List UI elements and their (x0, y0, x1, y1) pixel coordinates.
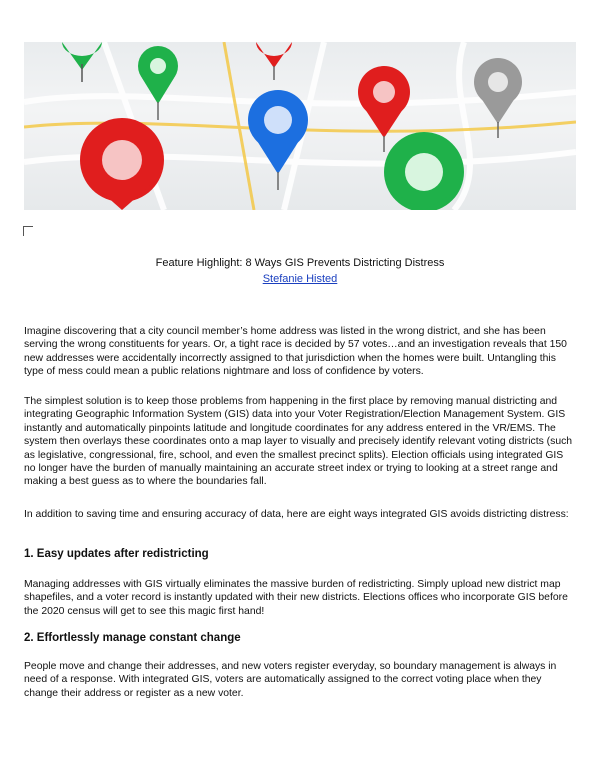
section-heading: 2. Effortlessly manage constant change (24, 632, 241, 644)
author-link[interactable]: Stefanie Histed (262, 273, 338, 285)
paragraph-text: People move and change their addresses, and new voters register everyday, so boundary management is always in need of a response. With integrated GIS, voters are automatically assigned to the correct voting place when they change their address or register as a new voter. (24, 661, 557, 699)
paragraph-text: Managing addresses with GIS virtually eliminates the massive burden of redistricting. Simply upload new district map shapefiles, and a voter record is instantly updated with their new districts. Elections offices who incorporate GIS before the 2020 census will get to see this magic first hand! (24, 579, 568, 617)
map-pins-illustration (24, 42, 576, 210)
paragraph-text: Imagine discovering that a city council member’s home address was listed in the wrong district, and she has been serving the wrong constituents for years. Or, a tight race is decided by 57 votes…and an investigation reveals that 150 new addresses were accidentally incorrectly assigned to that jurisdiction when the homes were built. Untangling this type of mess could mean a public relations nightmare and loss of confidence by voters. (24, 326, 567, 378)
green-pin-small (62, 42, 102, 82)
broken-image-icon (23, 226, 33, 236)
section-heading: 1. Easy updates after redistricting (24, 548, 209, 560)
article-title: Feature Highlight: 8 Ways GIS Prevents Districting Distress (155, 257, 445, 269)
paragraph-intro (24, 325, 576, 379)
green-pin (138, 46, 178, 120)
paragraph-lead-in (24, 508, 576, 521)
paragraph-solution (24, 395, 576, 489)
section-paragraph (24, 660, 576, 700)
paragraph-text: In addition to saving time and ensuring accuracy of data, here are eight ways integrated GIS avoids districting distress: (24, 509, 569, 520)
red-pin-large (80, 118, 164, 210)
section-paragraph (24, 578, 576, 618)
green-pin-large (384, 132, 464, 210)
blue-pin (248, 90, 308, 190)
paragraph-text: The simplest solution is to keep those problems from happening in the first place by removing manual districting and integrating Geographic Information System (GIS) data into your Voter Registration/Election Management System. GIS instantly and automatically pinpoints latitude and longitude coordinates for any address entered in the VR/EMS. The system then overlays these coordinates onto a map layer to visually and precisely identify relevant voting districts (such as legislative, congressional, fire, school, and even the smallest precinct splits). Election officials using integrated GIS no longer have the burden of manually maintaining an accurate street index or trying to looking at a street range and making a best guess as to where the boundaries fall. (24, 396, 573, 488)
hero-map-pins-image (24, 42, 576, 210)
red-pin-small (256, 42, 292, 80)
